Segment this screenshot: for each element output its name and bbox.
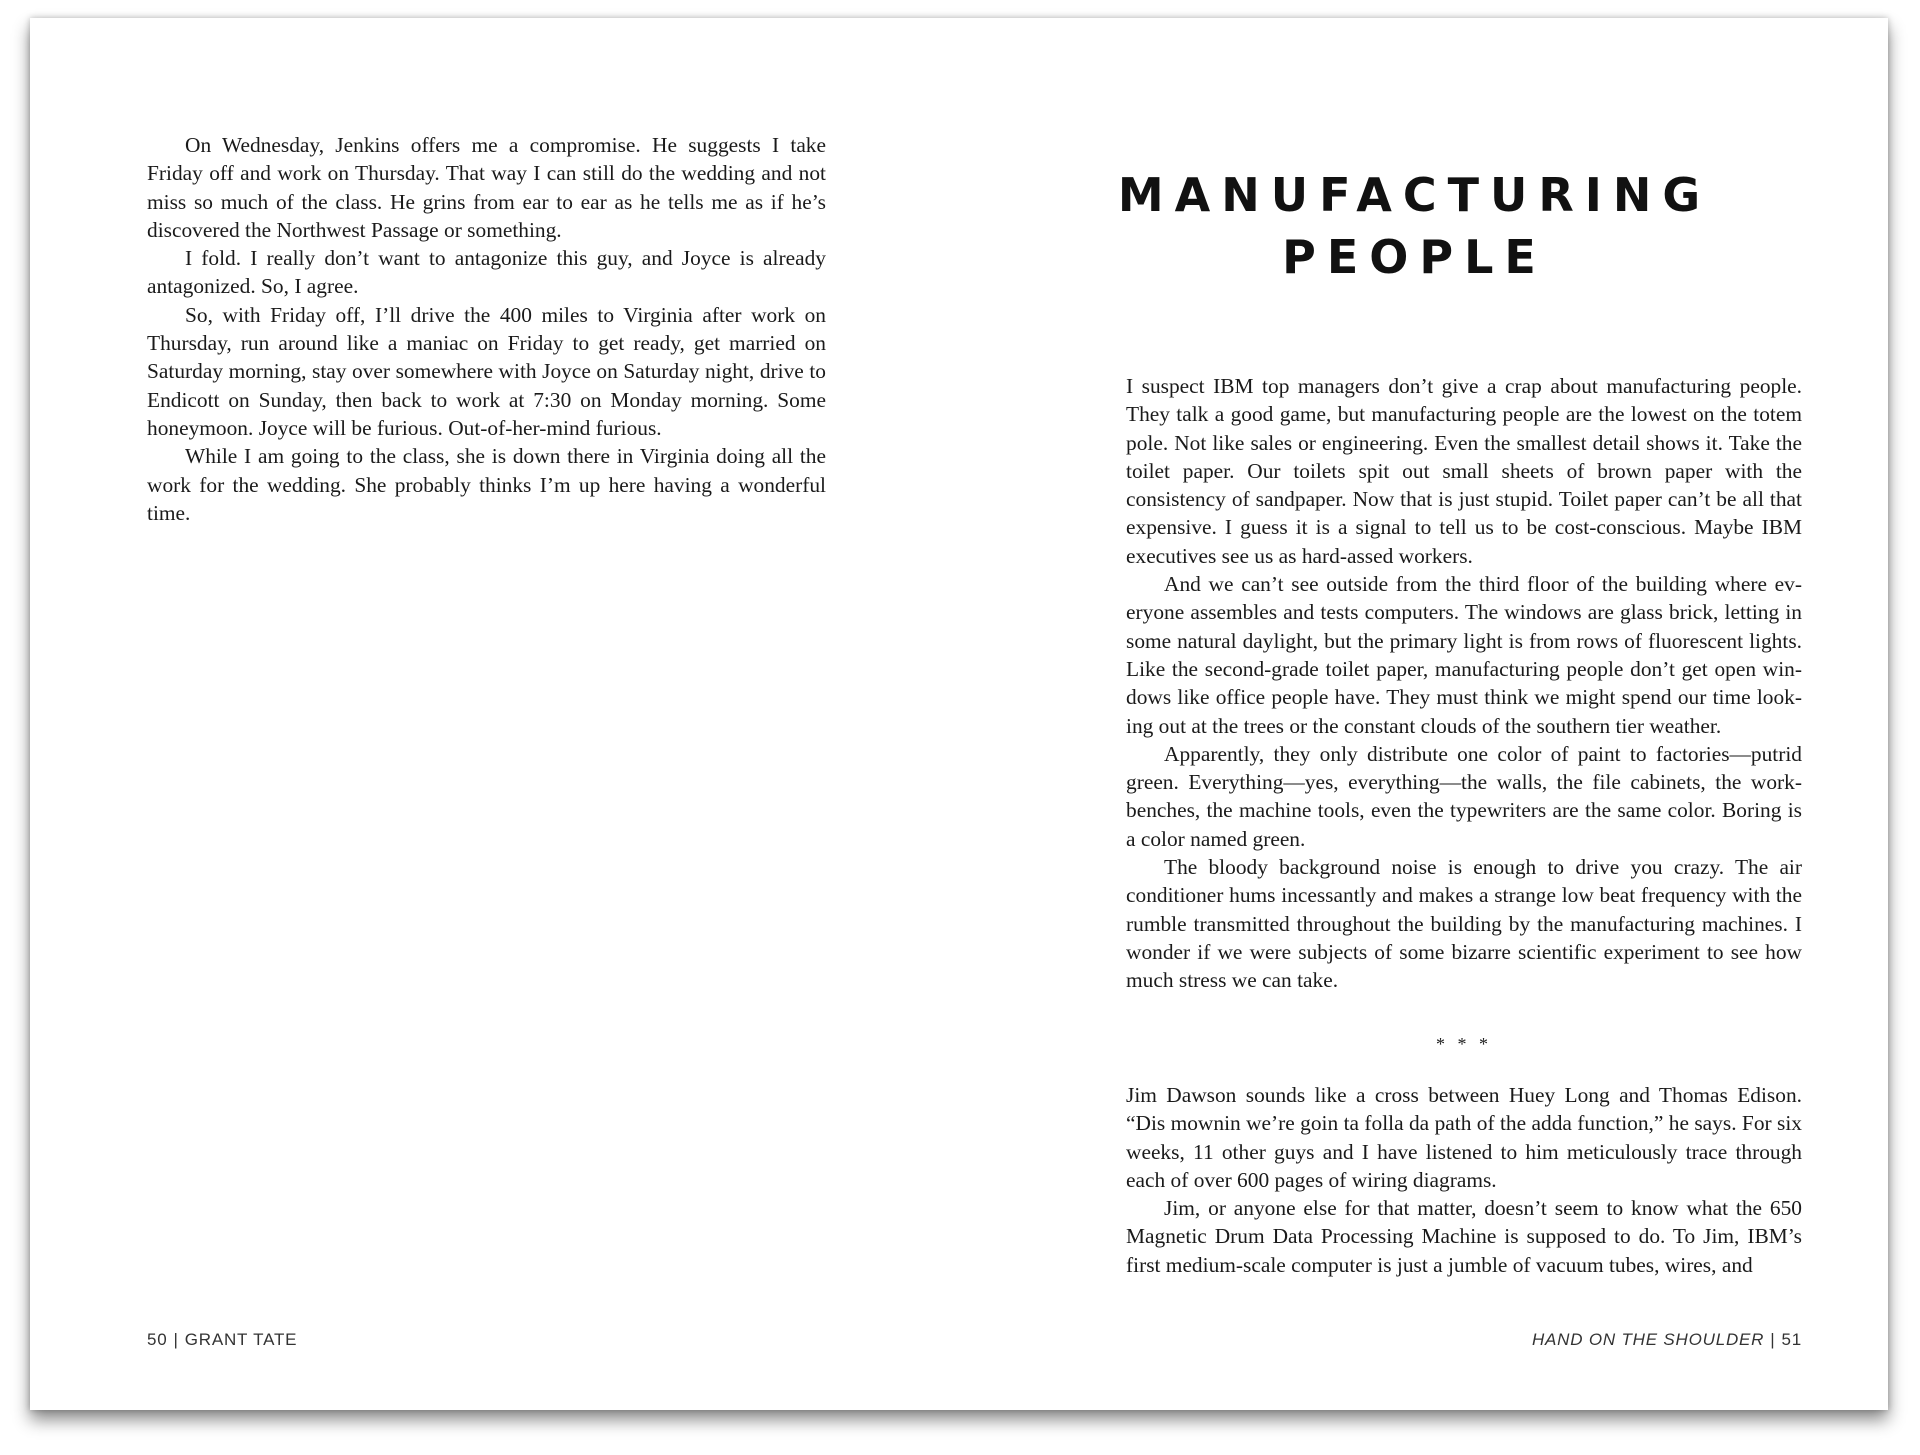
body-paragraph: Apparently, they only distribute one color of paint to factories—putrid green. Everything—yes, everything—the walls, the file cabinets, the work-benches, the machine tools, even the typewriters are the same color. Boring is a color named green. bbox=[1126, 741, 1802, 851]
left-page bbox=[30, 18, 959, 1410]
body-paragraph: And we can’t see outside from the third floor of the building where everyone assembles and tests computers. The windows are glass brick, letting in some natural daylight, but the primary light is from rows of fluorescent lights. Like the second-grade toilet paper, manufacturing people don’t get open windows like office people have. They must think we might spend our time looking out at the trees or the constant clouds of the southern tier weather. bbox=[1126, 572, 1802, 738]
body-paragraph: Jim, or anyone else for that matter, doesn’t seem to know what the 650 Magnetic Drum Data Processing Machine is supposed to do. To Jim, IBM’s first medium-scale computer is just a jumble of vacuum tubes, wires, and bbox=[1126, 1196, 1802, 1277]
body-paragraph: Jim Dawson sounds like a cross between Huey Long and Thomas Edison. “Dis mownin we’re goin ta folla da path of the adda function,” he says. For six weeks, 11 other guys and I have listened to him meticulously trace through each of over 600 pages of wiring diagrams. bbox=[1126, 1083, 1802, 1192]
page-number: 50 bbox=[147, 1330, 168, 1349]
right-page-body-section-1 bbox=[1126, 372, 1802, 995]
chapter-title-line: MANUFACTURING bbox=[1117, 168, 1712, 222]
body-paragraph: I suspect IBM top managers don’t give a crap about manufacturing people. They talk a good game, but manufacturing people are the lowest on the totem pole. Not like sales or engineering. Even the smallest detail shows it. Take the toilet paper. Our toilets spit out small sheets of brown paper with the consistency of sandpaper. Now that is just stupid. Toilet paper can’t be all that expensive. I guess it is a signal to tell us to be cost-conscious. Maybe IBM executives see us as hard-assed workers. bbox=[1126, 374, 1802, 568]
right-folio bbox=[1532, 1330, 1802, 1350]
body-paragraph: The bloody background noise is enough to drive you crazy. The air conditioner hums incessantly and makes a strange low beat frequency with the rumble transmitted throughout the building by the manufacturing machines. I wonder if we were subjects of some bizarre scientific experiment to see how much stress we can take. bbox=[1126, 855, 1802, 993]
chapter-title bbox=[1019, 164, 1810, 288]
running-head-author: GRANT TATE bbox=[184, 1330, 298, 1349]
body-paragraph: I fold. I really don’t want to antagonize this guy, and Joyce is already antagonized. So, I agree. bbox=[147, 246, 826, 299]
body-paragraph: While I am going to the class, she is down there in Virginia doing all the work for the wedding. She probably thinks I’m up here having a wonderful time. bbox=[147, 444, 826, 525]
folio-separator: | bbox=[173, 1330, 179, 1349]
left-page-body bbox=[147, 131, 826, 527]
right-page bbox=[959, 18, 1888, 1410]
scene-break: * * * bbox=[1436, 1034, 1492, 1054]
book-spread bbox=[30, 18, 1888, 1410]
chapter-title-line: PEOPLE bbox=[1282, 230, 1547, 284]
running-head-title: HAND ON THE SHOULDER bbox=[1531, 1330, 1765, 1349]
page-number: 51 bbox=[1781, 1330, 1802, 1349]
right-page-body-section-2 bbox=[1126, 1081, 1802, 1279]
left-folio bbox=[147, 1330, 297, 1350]
folio-separator: | bbox=[1770, 1330, 1776, 1349]
body-paragraph: On Wednesday, Jenkins offers me a compromise. He suggests I take Friday off and work on Thursday. That way I can still do the wedding and not miss so much of the class. He grins from ear to ear as he tells me as if he’s discovered the Northwest Passage or something. bbox=[147, 133, 826, 242]
body-paragraph: So, with Friday off, I’ll drive the 400 miles to Virginia after work on Thursday, run around like a maniac on Friday to get ready, get married on Saturday morning, stay over somewhere with Joyce on Saturday night, drive to Endicott on Sunday, then back to work at 7:30 on Monday morning. Some honeymoon. Joyce will be furious. Out-of-her-mind furious. bbox=[147, 302, 826, 440]
